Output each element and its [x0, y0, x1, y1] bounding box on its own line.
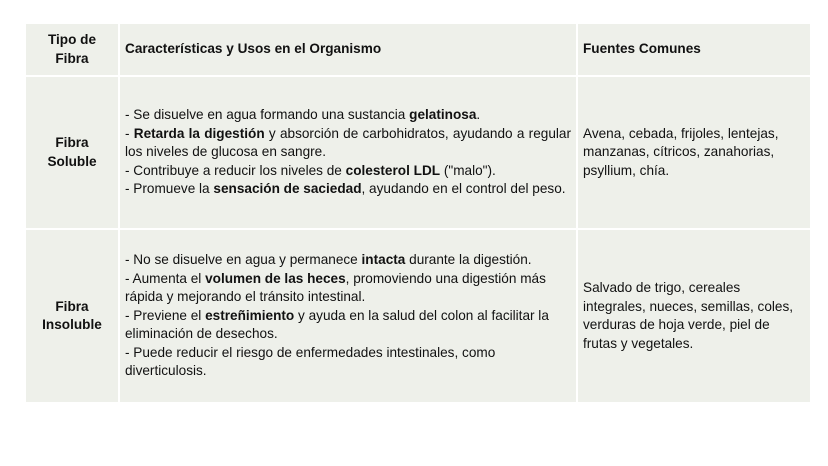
text-segment: -	[125, 125, 134, 141]
bold-highlight: sensación de saciedad	[213, 181, 362, 197]
sources-cell: Avena, cebada, frijoles, lentejas, manzanas, cítricos, zanahorias, psyllium, chía.	[577, 76, 811, 229]
table-row	[25, 76, 811, 229]
sources-cell: Salvado de trigo, cereales integrales, nueces, semillas, coles, verduras de hoja verde, piel de frutas y vegetales.	[577, 229, 811, 403]
characteristics-cell	[119, 76, 577, 229]
text-segment: - Se disuelve en agua formando una sustancia	[125, 107, 410, 123]
text-segment: y absorción de carbohidratos, ayudando a regular los niveles de glucosa en sangre.	[125, 125, 571, 160]
characteristic-item	[125, 180, 571, 199]
text-segment: - Contribuye a reducir los niveles de	[125, 162, 346, 178]
text-segment: , ayudando en el control del peso.	[361, 181, 566, 197]
fiber-type-cell: Fibra Insoluble	[25, 229, 119, 403]
characteristics-cell	[119, 229, 577, 403]
fiber-type-cell: Fibra Soluble	[25, 76, 119, 229]
bold-highlight: intacta	[361, 252, 406, 268]
bold-highlight: Retarda la digestión	[133, 125, 265, 141]
bold-highlight: colesterol LDL	[345, 162, 441, 178]
text-segment: - No se disuelve en agua y permanece	[125, 252, 362, 268]
characteristic-item	[125, 344, 571, 381]
text-segment: - Previene el	[125, 307, 206, 323]
text-segment: ("malo").	[440, 162, 496, 178]
text-segment: .	[476, 107, 481, 123]
fiber-comparison-table	[24, 22, 812, 404]
header-row	[25, 23, 811, 76]
text-segment: durante la digestión.	[405, 252, 532, 268]
characteristic-item	[125, 106, 571, 125]
bold-highlight: estreñimiento	[205, 307, 295, 323]
header-fiber-type: Tipo de Fibra	[25, 23, 119, 76]
text-segment: - Promueve la	[125, 181, 214, 197]
text-segment: - Aumenta el	[125, 270, 206, 286]
text-segment: , promoviendo una digestión más rápida y mejorando el tránsito intestinal.	[125, 270, 546, 305]
characteristic-item	[125, 162, 571, 181]
bold-highlight: volumen de las heces	[205, 270, 346, 286]
characteristic-item	[125, 251, 571, 270]
bold-highlight: gelatinosa	[409, 107, 477, 123]
table-row	[25, 229, 811, 403]
characteristic-item	[125, 270, 571, 307]
characteristic-item	[125, 125, 571, 162]
characteristic-item	[125, 307, 571, 344]
header-characteristics: Características y Usos en el Organismo	[119, 23, 577, 76]
header-sources: Fuentes Comunes	[577, 23, 811, 76]
text-segment: - Puede reducir el riesgo de enfermedades intestinales, como diverticulosis.	[125, 344, 496, 379]
text-segment: y ayuda en la salud del colon al facilitar la eliminación de desechos.	[125, 307, 549, 342]
